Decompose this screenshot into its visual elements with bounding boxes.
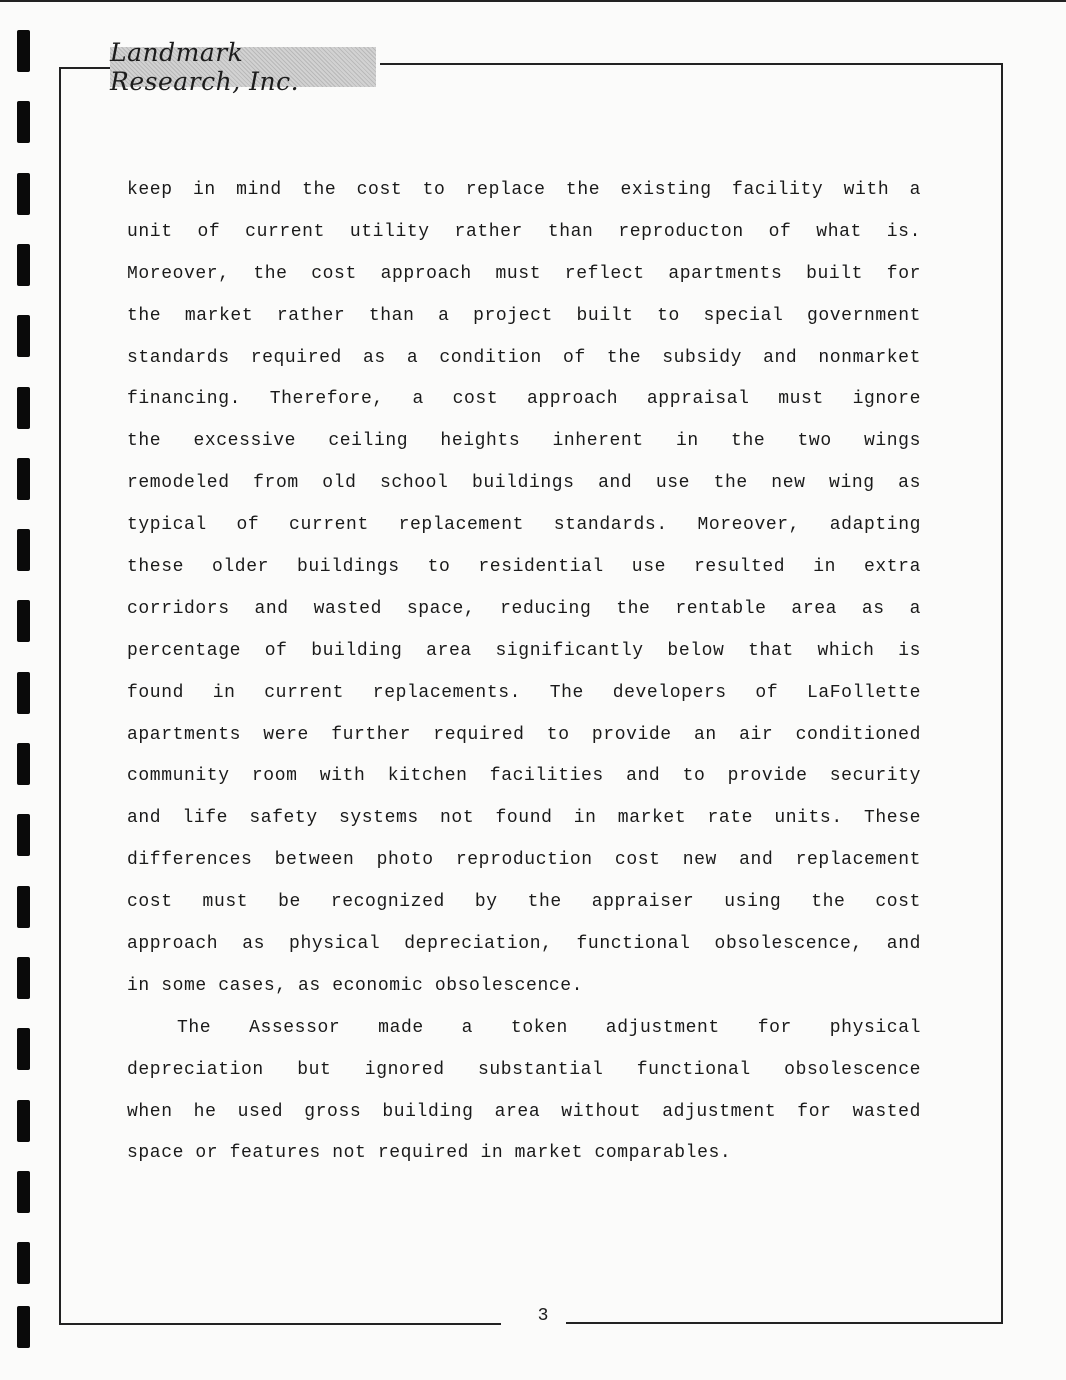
text-line: financing. Therefore, a cost approach appraisal must ignore bbox=[127, 389, 921, 410]
text-line: the excessive ceiling heights inherent in the two wings bbox=[127, 431, 921, 452]
frame-top-left-rule bbox=[59, 67, 110, 69]
binding-mark bbox=[17, 458, 30, 500]
frame-left-rule bbox=[59, 67, 61, 1325]
binding-mark bbox=[17, 30, 30, 72]
text-line: remodeled from old school buildings and use the new wing as bbox=[127, 473, 921, 494]
binding-mark bbox=[17, 1100, 30, 1142]
text-line: keep in mind the cost to replace the existing facility with a bbox=[127, 180, 921, 200]
text-line: and life safety systems not found in market rate units. These bbox=[127, 808, 921, 829]
text-line: standards required as a condition of the subsidy and nonmarket bbox=[127, 347, 921, 368]
text-line: found in current replacements. The developers of LaFollette bbox=[127, 682, 921, 703]
binding-mark bbox=[17, 387, 30, 429]
binding-mark bbox=[17, 886, 30, 928]
binding-mark bbox=[17, 600, 30, 642]
text-line: depreciation but ignored substantial functional obsolescence bbox=[127, 1059, 921, 1080]
text-line: approach as physical depreciation, functional obsolescence, and bbox=[127, 934, 921, 955]
frame-right-rule bbox=[1001, 63, 1003, 1324]
text-line: community room with kitchen facilities and to provide security bbox=[127, 766, 921, 787]
text-line: typical of current replacement standards. Moreover, adapting bbox=[127, 515, 921, 536]
text-line: apartments were further required to provide an air conditioned bbox=[127, 724, 921, 745]
binding-mark bbox=[17, 1028, 30, 1070]
company-logo bbox=[110, 38, 376, 96]
text-line: these older buildings to residential use resulted in extra bbox=[127, 557, 921, 578]
binding-mark bbox=[17, 315, 30, 357]
text-line: unit of current utility rather than reproducton of what is. bbox=[127, 221, 921, 242]
text-line: when he used gross building area without adjustment for wasted bbox=[127, 1101, 921, 1122]
binding-mark bbox=[17, 244, 30, 286]
binding-mark bbox=[17, 672, 30, 714]
text-line: space or features not required in market comparables. bbox=[127, 1143, 732, 1164]
frame-bottom-right-rule bbox=[566, 1322, 1003, 1324]
frame-top-right-rule bbox=[380, 63, 1003, 65]
binding-mark bbox=[17, 1242, 30, 1284]
text-line: The Assessor made a token adjustment for physical bbox=[177, 1017, 921, 1038]
binding-mark bbox=[17, 173, 30, 215]
text-line: differences between photo reproduction cost new and replacement bbox=[127, 850, 921, 871]
text-line: corridors and wasted space, reducing the rentable area as a bbox=[127, 598, 921, 619]
binding-mark bbox=[17, 1306, 30, 1348]
text-line: percentage of building area significantly below that which is bbox=[127, 640, 921, 661]
text-line: in some cases, as economic obsolescence. bbox=[127, 975, 584, 996]
binding-mark bbox=[17, 957, 30, 999]
binding-mark bbox=[17, 814, 30, 856]
page-top-edge bbox=[0, 0, 1066, 2]
text-line: Moreover, the cost approach must reflect apartments built for bbox=[127, 263, 921, 284]
logo-text: Landmark Research, Inc. bbox=[110, 38, 300, 96]
binding-mark bbox=[17, 1171, 30, 1213]
binding-marks bbox=[17, 0, 31, 1380]
binding-mark bbox=[17, 529, 30, 571]
page-number: 3 bbox=[537, 1306, 549, 1326]
body-text bbox=[127, 170, 921, 1175]
binding-mark bbox=[17, 743, 30, 785]
text-line: cost must be recognized by the appraiser using the cost bbox=[127, 892, 921, 913]
frame-bottom-left-rule bbox=[59, 1323, 501, 1325]
binding-mark bbox=[17, 101, 30, 143]
text-line: the market rather than a project built to special government bbox=[127, 305, 921, 326]
